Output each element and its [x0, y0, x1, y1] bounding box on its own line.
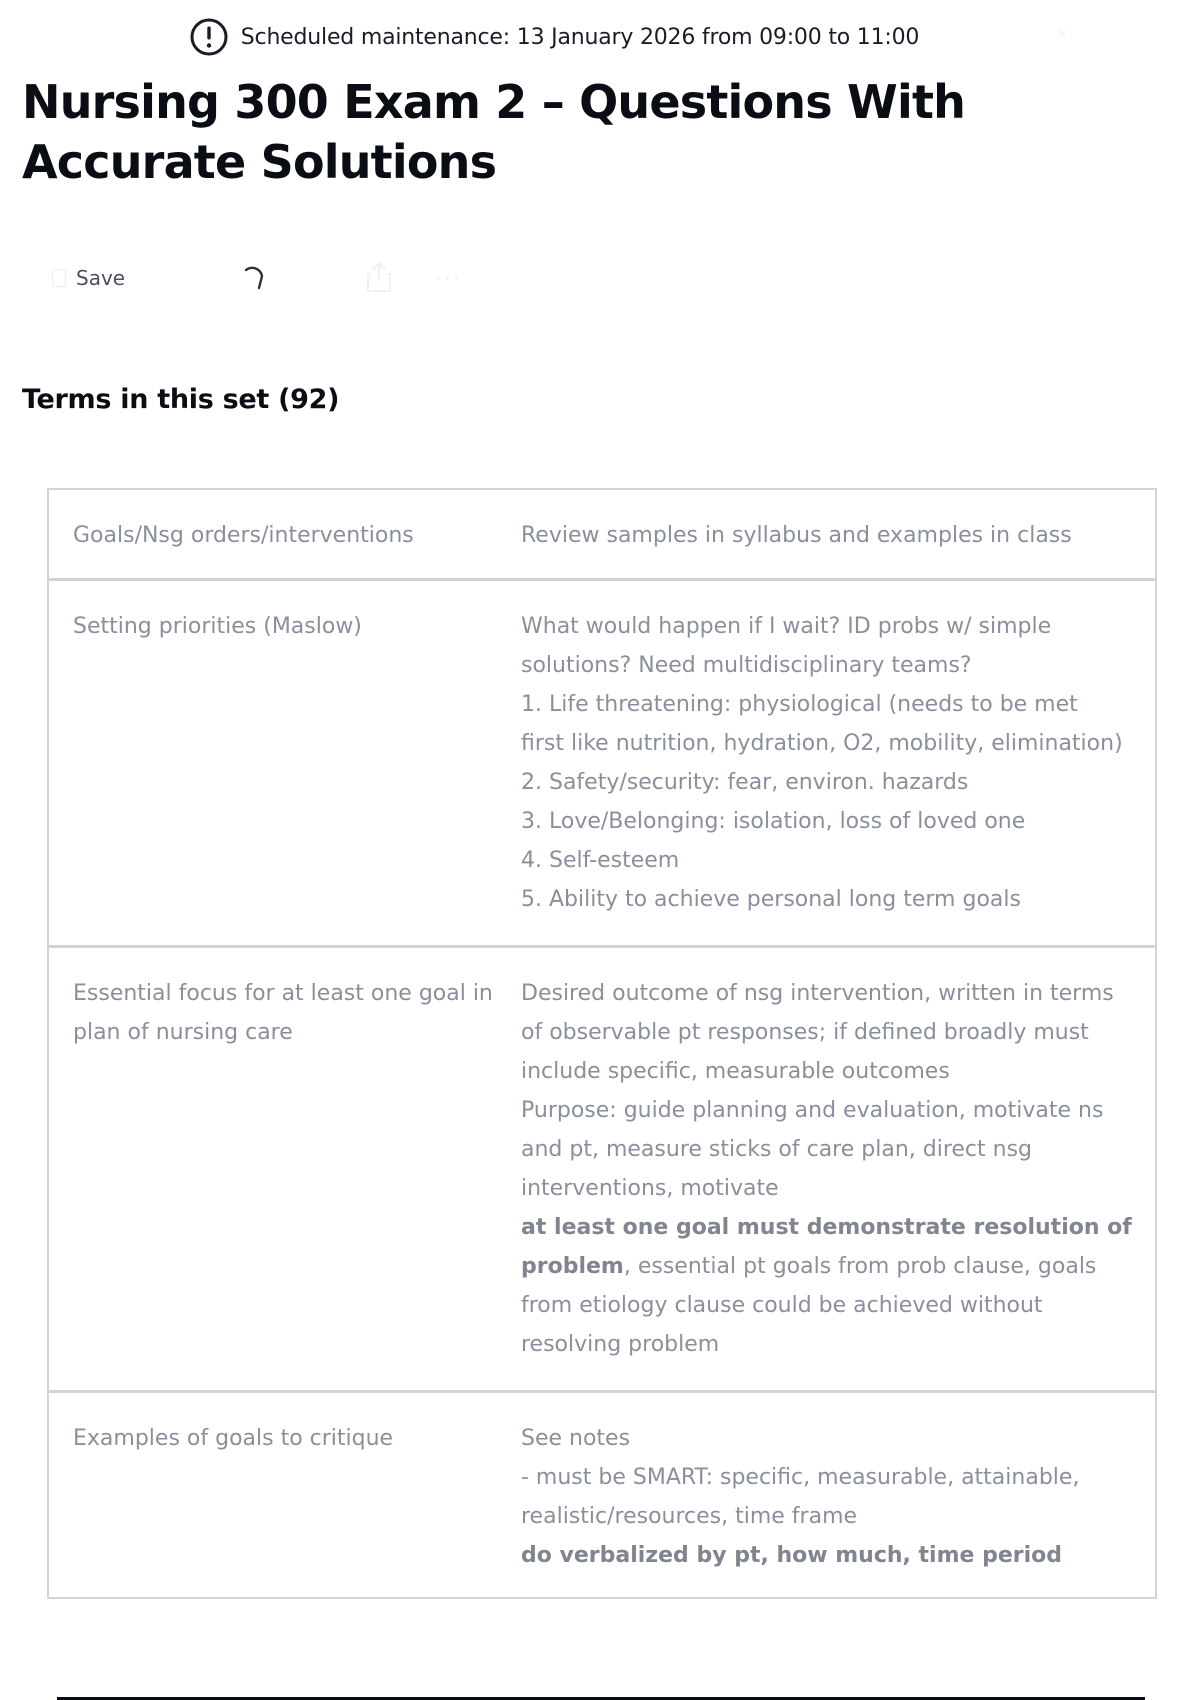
term-definition [521, 948, 1155, 1390]
definition-line: What would happen if I wait? ID probs w/ simple [521, 614, 1052, 639]
save-button[interactable] [52, 258, 125, 298]
term-line: plan of nursing care [73, 1020, 293, 1045]
exclamation-circle-icon [189, 17, 229, 57]
term-word: Examples of goals to critique [73, 1426, 394, 1451]
definition-line: realistic/resources, time frame [521, 1504, 858, 1529]
definition-line [521, 1247, 1135, 1286]
loading-spinner-icon [240, 264, 268, 292]
definition-line-emphasis: at least one goal must demonstrate resolution of [521, 1215, 1132, 1240]
term-definition [521, 581, 1155, 945]
term-line: Essential focus for at least one goal in [73, 981, 493, 1006]
definition-line: - must be SMART: specific, measurable, attainable, [521, 1465, 1080, 1490]
term-definition [521, 490, 1155, 578]
terms-list [47, 488, 1157, 1599]
definition-line: Desired outcome of nsg intervention, written in terms [521, 981, 1114, 1006]
definition-line: include specific, measurable outcomes [521, 1059, 950, 1084]
term-row [49, 490, 1155, 578]
maintenance-banner [0, 14, 1200, 60]
definition-line: 4. Self-esteem [521, 848, 680, 873]
definition-emphasis: problem [521, 1254, 624, 1279]
more-options-icon[interactable]: ··· [434, 265, 462, 290]
definition-line: of observable pt responses; if defined broadly must [521, 1020, 1089, 1045]
term-word: Goals/Nsg orders/interventions [73, 523, 414, 548]
definition-line: 3. Love/Belonging: isolation, loss of loved one [521, 809, 1026, 834]
term-word: Setting priorities (Maslow) [73, 614, 362, 639]
definition-text: , essential pt goals from prob clause, goals [623, 1254, 1097, 1279]
page-title: Nursing 300 Exam 2 – Questions With Accurate Solutions [22, 75, 966, 189]
definition-line: first like nutrition, hydration, O2, mobility, elimination) [521, 731, 1123, 756]
set-toolbar [52, 258, 652, 298]
share-icon[interactable] [364, 260, 394, 294]
definition-line: 2. Safety/security: fear, environ. hazards [521, 770, 969, 795]
banner-content [189, 17, 919, 57]
definition-line: solutions? Need multidisciplinary teams? [521, 653, 972, 678]
definition-line-emphasis: do verbalized by pt, how much, time period [521, 1543, 1063, 1568]
definition-line: interventions, motivate [521, 1176, 779, 1201]
term-word [49, 948, 521, 1390]
definition-line: resolving problem [521, 1332, 720, 1357]
close-banner-icon[interactable]: × [1056, 24, 1068, 44]
definition-line: Review samples in syllabus and examples in class [521, 523, 1072, 548]
term-definition [521, 1393, 1155, 1597]
definition-line: 5. Ability to achieve personal long term goals [521, 887, 1021, 912]
term-row [49, 578, 1155, 945]
banner-text: Scheduled maintenance: 13 January 2026 from 09:00 to 11:00 [240, 24, 920, 50]
definition-line: and pt, measure sticks of care plan, direct nsg [521, 1137, 1033, 1162]
term-row [49, 945, 1155, 1390]
definition-line: See notes [521, 1426, 631, 1451]
save-button-label: Save [76, 266, 126, 290]
term-row [49, 1390, 1155, 1597]
bookmark-icon [52, 269, 66, 287]
definition-line: 1. Life threatening: physiological (needs to be met [521, 692, 1078, 717]
terms-heading: Terms in this set (92) [22, 384, 340, 415]
definition-line: from etiology clause could be achieved without [521, 1293, 1043, 1318]
definition-line: Purpose: guide planning and evaluation, motivate ns [521, 1098, 1104, 1123]
